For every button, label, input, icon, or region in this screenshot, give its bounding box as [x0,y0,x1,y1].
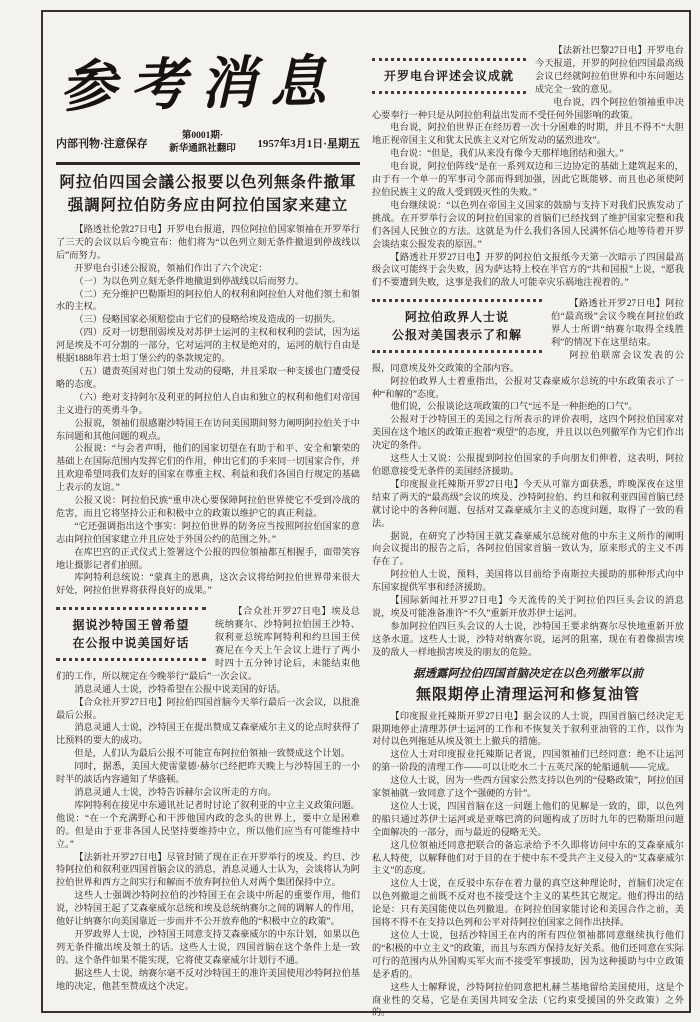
paragraph: 消息灵通人士说，沙特告诉赫尔会议所走的方向。 [74,786,277,797]
paragraph: 开罗政界人士说，沙特国王同意支持艾森豪威尔的中东计划，如果以色列无条件撤出埃及領土的话。这些人士说，四国首脑在这个条件上是一致的。这个条件如果不能实现，它将使艾森豪威尔计划行不通。 [56,928,360,965]
issue-number: 第0001期· [181,131,224,141]
main-headline-line1: 阿拉伯四国会議公报要以色列無条件撤軍 [59,174,357,191]
saudi-box-headline [56,607,206,661]
paragraph: 电台说：“但是，我们从来没有像今天那样地团结和强大。” [390,148,624,159]
article-saudi-wish [56,605,360,992]
paragraph: 公报又说：阿拉伯民族“重申决心要保障阿拉伯世界使它不受到冷战的危害，而且它将坚持公正和积极中立的政策以维护它的真正利益。 [56,495,360,518]
article-radio-body [372,96,684,290]
internal-notice: 内部刊物·注意保存 [56,138,148,150]
saudi-box-line1: 据说沙特国王曾希望 [72,618,190,633]
paragraph: 在库巴宫的正式仪式上签署这个公报的四位領袖都互相握手，面带笑容地让摄影记者们拍照。 [56,546,360,570]
article-communique [56,171,360,597]
paragraph: 这位人士对印度报业托辣斯记者说，四国領袖们已经同意：绝不让运河的第一阶段的清理工作——可以让吃水二十五英尺深的轮船通航——完成。 [372,749,684,773]
canal-kicker: 据透露阿拉伯四国首脑决定在以色列撤军以前 [413,667,643,680]
paragraph: 【国际新闻社开罗27日电】今天流传的关于阿拉伯四巨头会议的消息说，埃及可能准备准许“不久”重新开放苏伊士运河。 [372,595,684,618]
paragraph: （三）侵略国家必须赔偿由于它们的侵略给埃及造成的一切损失。 [74,314,341,325]
paragraph: 库阿特利在接见中东通讯社记者时讨论了叙利亚的中立主义政策问题。他说：“在一个充满野心和干涉他国内政的念头的世界上，要中立是困难的。但是由于亚非各国人民坚持要维持中立，所以他们应当有可能维持中立。” [56,799,360,849]
radio-intro-paragraph: 【法新社巴黎27日电】开罗电台今天报道，开罗的阿拉伯四国最高级会议已经就阿拉伯世界和中东问题达成完全一致的意见。 [535,45,684,94]
paragraph: 公报对于沙特国王的美国之行所表示的评价表明，这四个阿拉伯国家对美国在这个地区的政策正抱着“观望”的态度，并且以以色列撤军作为它们作出决定的条件。 [372,414,684,451]
paragraph: （六）绝对支持阿尔及利亚的阿拉伯人自由和独立的权利和他们对帝国主义进行的英勇斗争。 [56,391,360,415]
publication-date: 1957年3月1日·星期五 [257,138,360,150]
paragraph: 消息灵通人士说，沙特国王在提出赞成艾森豪威尔主义的论点时获得了比预料的要大的成功。 [56,722,360,746]
right-column [372,44,684,1019]
paragraph: 这些人士解释说，沙特阿拉伯同意把札赫兰基地留给美国使用，这是个商业性的交易，它是在美国共同安全法（它约束受援国的外交政策）之外的。 [372,981,684,1018]
paragraph: 这位人士说，包括沙特国王在内的所有四位領袖都同意继续执行他们的“积极的中立主义”的政策，而且与东西方保持友好关系。他们还同意在实际可行的范围内从外国购买军火而不接受军事援助，因为这种援助与中立政策是矛盾的。 [372,930,684,979]
publisher: 新华通訊社翻印 [169,144,236,154]
reconcile-box-line2: 公报对美国表示了和解 [391,328,522,343]
paragraph: 他们说，公报谈论这项政策的口气“远不是一种拒绝的口气”。 [390,401,638,412]
paragraph: 开罗电台引述公报说，領袖们作出了六个决定： [74,262,268,273]
masthead-rule [56,162,360,165]
paragraph: 阿拉伯人士说，预料，美国将以目前给予南斯拉夫援助的那种形式向中东国家提供军事和经济援助。 [372,569,684,593]
saudi-box-line2: 在公报中说美国好话 [72,636,190,651]
masthead-info-row [56,130,360,156]
paragraph: 这位人士说，四国首脑在这一问题上他们的见解是一致的，即，以色列的船只通过苏伊士运河或是亚喀巴湾的问题构成了历时九年的巴勒斯坦问题全面解决的一部分，而与最近的侵略无关。 [372,800,684,837]
paragraph: 【印度报业托辣斯开罗27日电】今天从可靠方面获悉，昨晚深夜在这里结束了两天的“最高级”会议的埃及、沙特阿拉伯、约旦和叙利亚四国首脑已经就讨论中的各种问题、包括对艾森豪威尔主义的态度问题，取得了一致的看法。 [372,478,684,528]
paragraph: 【路透社开罗27日电】开罗的阿拉伯文报纸今天第一次暗示了四国最高级会议可能终于会失败，因为萨达特上校在半官方的“共和国报”上说，“愿我们不要遭到失败，这事是我们的敌人可能幸灾乐祸地注视着的。” [372,251,684,288]
paragraph: 【印度报业托辣斯开罗27日电】据会议的人士说，四国首脑已经决定无限期地停止清理苏伊士运河的工作和不恢复关于叙利亚油管的工作，以作为对付以色列拖延从埃及領土上撤兵的措施。 [372,710,684,747]
paragraph: 阿拉伯政界人士着重指出，公报对艾森豪威尔总统的中东政策表示了一种“和解的”态度。 [372,375,684,399]
paragraph: （二）充分维护巴勒斯坦的阿拉伯人的权利和阿拉伯人对他们領土和領水的主权。 [56,288,360,312]
main-headline-line2: 强調阿拉伯防务应由阿拉伯国家来建立 [67,197,349,214]
paragraph: （四）反对一切想削弱埃及对苏伊士运河的主权和权利的尝试，因为运河是埃及不可分割的一部分，它对运河的主权是绝对的，运河的航行自由是根据1888年君士坦丁堡公约的条款规定的。 [56,327,360,364]
paragraph: 这几位領袖还同意把联合的备忘录给予不久即将访问中东的艾森豪威尔私人特使，以解释他们对于目的在于使中东不受共产主义侵入的“艾森豪威尔主义”的态度。 [372,839,684,876]
saudi-intro-paragraph: 【合众社开罗27日电】埃及总统纳赛尔、沙特阿拉伯国王沙特、叙利亚总统库阿特利和约旦国王侯赛尼在今天上午会议上进行了两小时四十五分钟讨论后，未能结束他们的工作，所以规定在今晚举行“最后”一次会议。 [56,606,360,681]
paragraph: 据说，在研究了沙特国王就艾森豪威尔总统对他的中东主义所作的阐明向会议提出的报告之后，各阿拉伯国家首脑一致认为，原来形式的主义不再存在了。 [372,530,684,567]
main-headline [56,171,360,217]
paragraph: 电台说，阿拉伯世界正在经历着一次十分困难的时期，并且不得不“大胆地正视帝国主义和犹太民族主义对它所发动的猛烈进攻”。 [372,122,684,146]
paragraph: 这位人士说，在反驳中东存在着力量的真空这种理论时，首脑们决定在以色列撤退之前既不反对也不接受这个主义的某些其它规定。他们得出的结论是：只有美国能使以色列撤退。在阿拉伯国家能讨论和美国合作之前，美国将不得不在支持以色列和公平对待阿拉伯国家之间作出抉择。 [372,878,684,928]
masthead [56,44,360,165]
canal-headline: 無限期停止清理运河和修复油管 [415,685,640,703]
article-reconcile-body [372,349,684,659]
paragraph: “它还强调指出这个事实：阿拉伯世界的防务应当按照阿拉伯国家的意志由阿拉伯国家建立并且应处于外国公约的范围之外。” [56,520,360,544]
article-radio-review [372,44,684,289]
paragraph: 据这些人士说，纳赛尔毫不反对沙特国王的准许美国使用沙特阿拉伯基地的决定，他甚至赞成这个决定。 [56,967,360,991]
left-column [56,44,360,1019]
reconcile-intro-paragraph: 【路透社开罗27日电】阿拉伯“最高级”会议今晚在阿拉伯政界人士所谓“纳赛尔取得全线胜利”的情况下在这里结束。 [551,298,684,347]
paragraph: 电台说，阿拉伯阵线“是在一系列双边和三边协定的基础上建筑起来的，由于有一个单一的军事司令部而得到加强，因此它既能够、而且也必须使阿拉伯民族主义的敌人受到毁灭性的失败。” [372,161,684,197]
paragraph: 库阿特利总统说：“蒙真主的恩典，这次会议将给阿拉伯世界带来很大好处，阿拉伯世界将获得良好的成果。” [56,572,360,596]
page-content [56,44,684,1019]
paragraph: 【路透社伦敦27日电】开罗电台报道，四位阿拉伯国家領袖在开罗举行了三天的会议以后今晚宣布：他们将为“以色列立刻无条件撤退到停战线以后”而努力。 [56,224,360,260]
paragraph: 这些人士强调沙特阿拉伯的沙特国王在会谈中所起的重要作用，他们说，沙特国王起了艾森豪威尔总统和埃及总统纳赛尔之间的调解人的作用，他好让纳赛尔向美国靠近一步而并不公开放弃他的“积极中立的政策”。 [56,890,360,927]
paragraph: 参加阿拉伯四巨头会议的人士说，沙特国王要求纳赛尔尽快地重新开放这条水道。这些人士说，沙特对纳赛尔说，运河的阻塞，现在有着像损害埃及的敌人一样地损害埃及的朋友的危险。 [372,620,684,657]
paragraph: （一）为以色列立刻无条件地撤退到停战线以后而努力。 [74,275,305,286]
article-communique-body [56,223,360,597]
newspaper-title: 参考消息 [59,51,341,120]
paragraph: 【法新社开罗27日电】尽管封锁了现在正在开罗举行的埃及、约旦、沙特阿拉伯和叙利亚四国首脑会议的消息，消息灵通人士认为，会谈将认为阿拉伯世界和西方之间实行和解而不放弃阿拉伯人对两个集团保持中立。 [56,851,360,888]
paragraph: 同时，据悉，美国大使雷蒙德·赫尔已经把昨天晚上与沙特国王的一小时半的談话内容通知了华盛顿。 [56,761,360,785]
article-reconcile [372,297,684,658]
paragraph: 这位人士说，因为一些西方国家公然支持以色列的“侵略政策”，阿拉伯国家領袖就一致同意了这个“强硬的方针”。 [372,775,684,799]
paragraph: （五）谴责英国对也门領土发动的侵略，并且采取一种支援也门遭受侵略的态度。 [56,365,360,389]
article-canal-body [372,710,684,1020]
paragraph: 电台说，四个阿拉伯領袖重申决心要奉行一种只是从阿拉伯利益出发而不受任何外国影响的政策。 [372,96,684,120]
article-canal [372,667,684,1020]
paragraph: 公报说：“与会者声明，他们的国家切望在有助于和平、安全和繁荣的基础上在国际范围内发挥它们的作用，伸出它们的手来同一切国家合作，并且欢迎希望同我们友好的国家在尊重主权、利益和我们各国自行规定的基础上表示的友谊。” [56,443,360,493]
radio-box-title: 开罗电台评述会议成就 [383,69,514,83]
reconcile-box-headline [372,299,542,353]
article-saudi-body [56,683,360,993]
paragraph: 但是，人们认为最后公报不可能宣布阿拉伯領袖一致赞成这个计划。 [74,748,351,759]
paragraph: 公报说，領袖们很感谢沙特国王在访问美国期间努力阐明阿拉伯关于中东问题和其他问题的观点。 [56,417,360,441]
issue-block [169,130,236,156]
paragraph: 消息灵通人士说，沙特希望在公报中说美国的好话。 [74,683,286,694]
radio-box-headline [372,58,526,94]
paragraph: 这些人士又说：公报提到阿拉伯国家的手向朋友们伸着，这表明，阿拉伯愿意接受无条件的美国经济援助。 [372,453,684,476]
paragraph: 【合众社开罗27日电】阿拉伯四国首脑今天举行最后一次会议，以批准最后公报。 [56,696,360,720]
reconcile-box-line1: 阿拉伯政界人士说 [404,310,509,325]
paragraph: 阿拉伯联席会议发表的公报，同意埃及外交政策的全部内容。 [372,349,684,373]
paragraph: 电台继续说：“以色列在帝国主义国家的鼓励与支持下对我们民族发动了挑战。在开罗举行会议的阿拉伯国家的首脑们已经找到了维护国家完整和我们各国人民独立的方法。这就是为什么我们各国人民满怀信心地等待着开罗会谈结束公报发表的原因。” [372,199,684,249]
